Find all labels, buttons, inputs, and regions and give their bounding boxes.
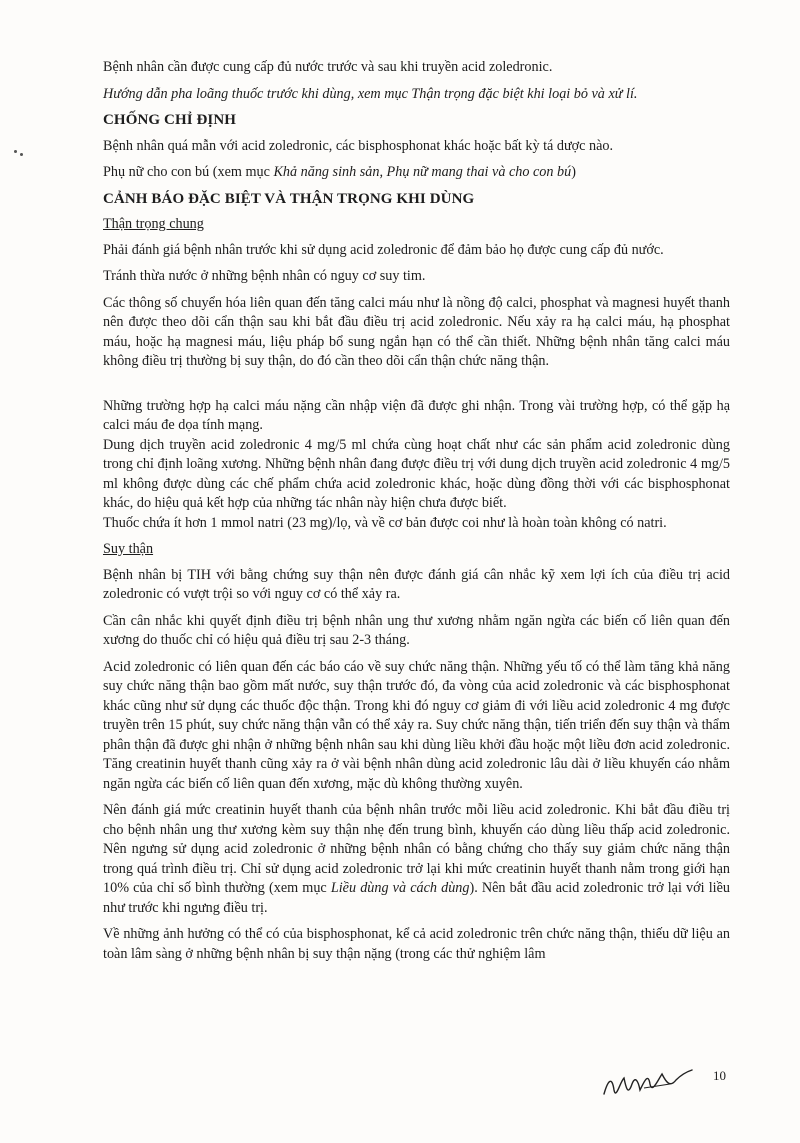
margin-dot	[20, 153, 23, 156]
section-heading-warnings: CẢNH BÁO ĐẶC BIỆT VÀ THẬN TRỌNG KHI DÙNG	[103, 190, 475, 207]
paragraph: Phụ nữ cho con bú (xem mục Khả năng sinh sản, Phụ nữ mang thai và cho con bú)	[103, 164, 576, 180]
paragraph: Những trường hợp hạ calci máu nặng cần nhập viện đã được ghi nhận. Trong vài trường hợp, có thể gặp hạ calci máu đe dọa tính mạng.	[103, 397, 730, 433]
page-number: 10	[713, 1068, 726, 1083]
paragraph: Acid zoledronic có liên quan đến các báo cáo về suy chức năng thận. Những yếu tố có thể làm tăng khả năng suy chức năng thận bao gồm mất nước, suy thận trước đó, đa vòng của acid zoledronic và các bisphosphonat khác cũng như sử dụng các thuốc độc thận. Trong khi đó nguy cơ giảm đi với liều acid zoledronic 4 mg được truyền trên 15 phút, suy chức năng thận vẫn có thể xảy ra. Suy chức năng thận, tiến triển đến suy thận và thẩm phân thận đã được ghi nhận ở những bệnh nhân sau khi dùng liều khởi đầu hoặc một liều đơn acid zoledronic. Tăng creatinin huyết thanh cũng xảy ra ở vài bệnh nhân dùng acid zoledronic lâu dài ở liều khuyến cáo nhằm ngăn ngừa các biến cố liên quan đến xương, mặc dù không thường xuyên.	[103, 658, 730, 792]
paragraph: Bệnh nhân cần được cung cấp đủ nước trước và sau khi truyền acid zoledronic.	[103, 59, 553, 75]
paragraph: Bệnh nhân quá mẫn với acid zoledronic, các bisphosphonat khác hoặc bất kỳ tá dược nào.	[103, 137, 614, 154]
paragraph: Về những ảnh hưởng có thể có của bisphosphonat, kể cả acid zoledronic trên chức năng thận, thiếu dữ liệu an toàn lâm sàng ở những bệnh nhân bị suy thận nặng (trong các thử nghiệm lâm	[103, 926, 730, 962]
paragraph: Phải đánh giá bệnh nhân trước khi sử dụng acid zoledronic để đảm bảo họ được cung cấp đủ nước.	[103, 241, 664, 258]
margin-dot	[14, 150, 17, 153]
document-page	[103, 58, 730, 971]
paragraph: Tránh thừa nước ở những bệnh nhân có nguy cơ suy tim.	[103, 268, 426, 284]
paragraph: Thuốc chứa ít hơn 1 mmol natri (23 mg)/lọ, và về cơ bản được coi như là hoàn toàn không có natri.	[103, 514, 667, 531]
subheading-renal: Suy thận	[103, 541, 154, 557]
handwritten-signature	[600, 1060, 695, 1104]
paragraph: Cần cân nhắc khi quyết định điều trị bệnh nhân ung thư xương nhằm ngăn ngừa các biến cố liên quan đến xương do thuốc chỉ có hiệu quả điều trị sau 2-3 tháng.	[103, 612, 730, 648]
paragraph-italic-note: Hướng dẫn pha loãng thuốc trước khi dùng, xem mục Thận trọng đặc biệt khi loại bỏ và xử lí.	[103, 85, 638, 102]
paragraph: Các thông số chuyển hóa liên quan đến tăng calci máu như là nồng độ calci, phosphat và magnesi huyết thanh nên được theo dõi cẩn thận sau khi bắt đầu điều trị acid zoledronic. Nếu xảy ra hạ calci máu, hạ phosphat máu, hoặc hạ magnesi máu, liệu pháp bổ sung ngắn hạn có thể cần thiết. Những bệnh nhân tăng calci máu không điều trị thường bị suy thận, do đó cần theo dõi cẩn thận chức năng thận.	[103, 294, 730, 369]
subheading-general: Thận trọng chung	[103, 216, 204, 232]
paragraph: Nên đánh giá mức creatinin huyết thanh của bệnh nhân trước mỗi liều acid zoledronic. Khi bắt đầu điều trị cho bệnh nhân ung thư xương kèm suy thận nhẹ đến trung bình, khuyến cáo dùng liều thấp acid zoledronic. Nên ngưng sử dụng acid zoledronic ở những bệnh nhân có bằng chứng cho thấy suy giảm chức năng thận trong quá trình điều trị. Chỉ sử dụng acid zoledronic trở lại khi mức creatinin huyết thanh nằm trong giới hạn 10% của chỉ số bình thường (xem mục Liều dùng và cách dùng). Nên bắt đầu acid zoledronic trở lại với liều như trước khi ngưng điều trị.	[103, 802, 730, 916]
section-heading-contraindications: CHỐNG CHỈ ĐỊNH	[103, 112, 237, 128]
paragraph: Bệnh nhân bị TIH với bằng chứng suy thận nên được đánh giá cân nhắc kỹ xem lợi ích của điều trị acid zoledronic có vượt trội so với nguy cơ có thể xảy ra.	[103, 566, 730, 602]
paragraph: Dung dịch truyền acid zoledronic 4 mg/5 ml chứa cùng hoạt chất như các sản phẩm acid zoledronic dùng trong chỉ định loãng xương. Những bệnh nhân đang được điều trị với dung dịch truyền acid zoledronic 4 mg/5 ml không được dùng các chế phẩm chứa acid zoledronic khác, hoặc dùng đồng thời với các bisphosphonat khác, do hiệu quả kết hợp của những tác nhân này hiện chưa được biết.	[103, 436, 730, 511]
